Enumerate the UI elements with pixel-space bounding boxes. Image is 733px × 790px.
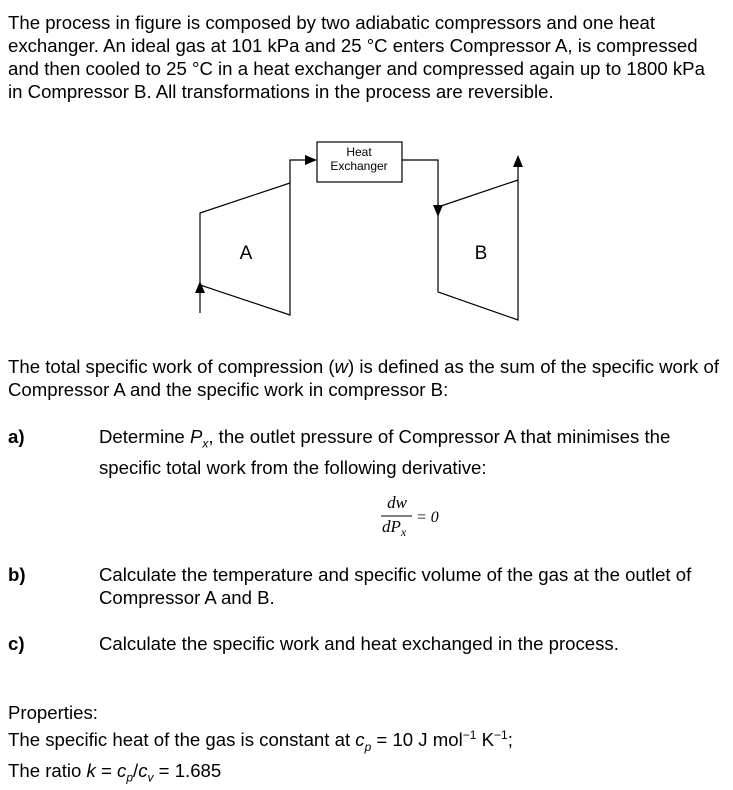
intro-paragraph: The process in figure is composed by two adiabatic compressors and one heat exchanger. An ideal gas at 101 kPa and 25 °C enters Compressor A, is compressed and then cooled to 25 °C in a heat exchanger and compressed again up to 1800 kPa in Compressor B. All transformations in the process are reversible. <box>8 12 705 102</box>
question-a-text: Determine $P_x$, the outlet pressure of Compressor A that minimises the specific total work from the following derivative: <box>99 426 671 478</box>
question-c-text: Calculate the specific work and heat exchanged in the process. <box>99 633 619 654</box>
inlet-a-arrow <box>195 281 205 293</box>
question-c-label: c) <box>8 633 25 654</box>
hx-to-b-line <box>402 160 438 207</box>
outlet-b-arrow <box>513 155 523 167</box>
heat-exchanger-label-2: Exchanger <box>330 159 388 173</box>
compressor-b-label: B <box>474 243 488 264</box>
heat-exchanger-label-1: Heat <box>346 145 372 159</box>
process-diagram <box>190 135 550 325</box>
question-a-label: a) <box>8 426 25 447</box>
derivative-equals: = 0 <box>416 509 439 526</box>
properties-line-1: The specific heat of the gas is constant at $c_p = 10$ J mol$^{-1}$ $K^{-1}$; <box>8 728 513 754</box>
a-to-hx-arrow <box>305 155 317 165</box>
question-b-label: b) <box>8 564 26 585</box>
derivative-equation <box>378 490 458 542</box>
question-b-text: Calculate the temperature and specific volume of the gas at the outlet of Compressor A and B. <box>99 564 692 608</box>
work-symbol: w <box>334 356 348 377</box>
properties-line-2: The ratio $k = c_p/c_v = 1.685$ <box>8 759 222 785</box>
work-definition-paragraph: The total specific work of compression (w) is defined as the sum of the specific work of Compressor A and the specific work in compressor B: <box>8 356 719 400</box>
derivative-denominator: $dP_x$ <box>382 517 407 539</box>
derivative-numerator: dw <box>387 493 407 512</box>
compressor-a-label: A <box>239 243 253 264</box>
properties-section <box>8 701 723 790</box>
properties-heading: Properties: <box>8 702 98 723</box>
